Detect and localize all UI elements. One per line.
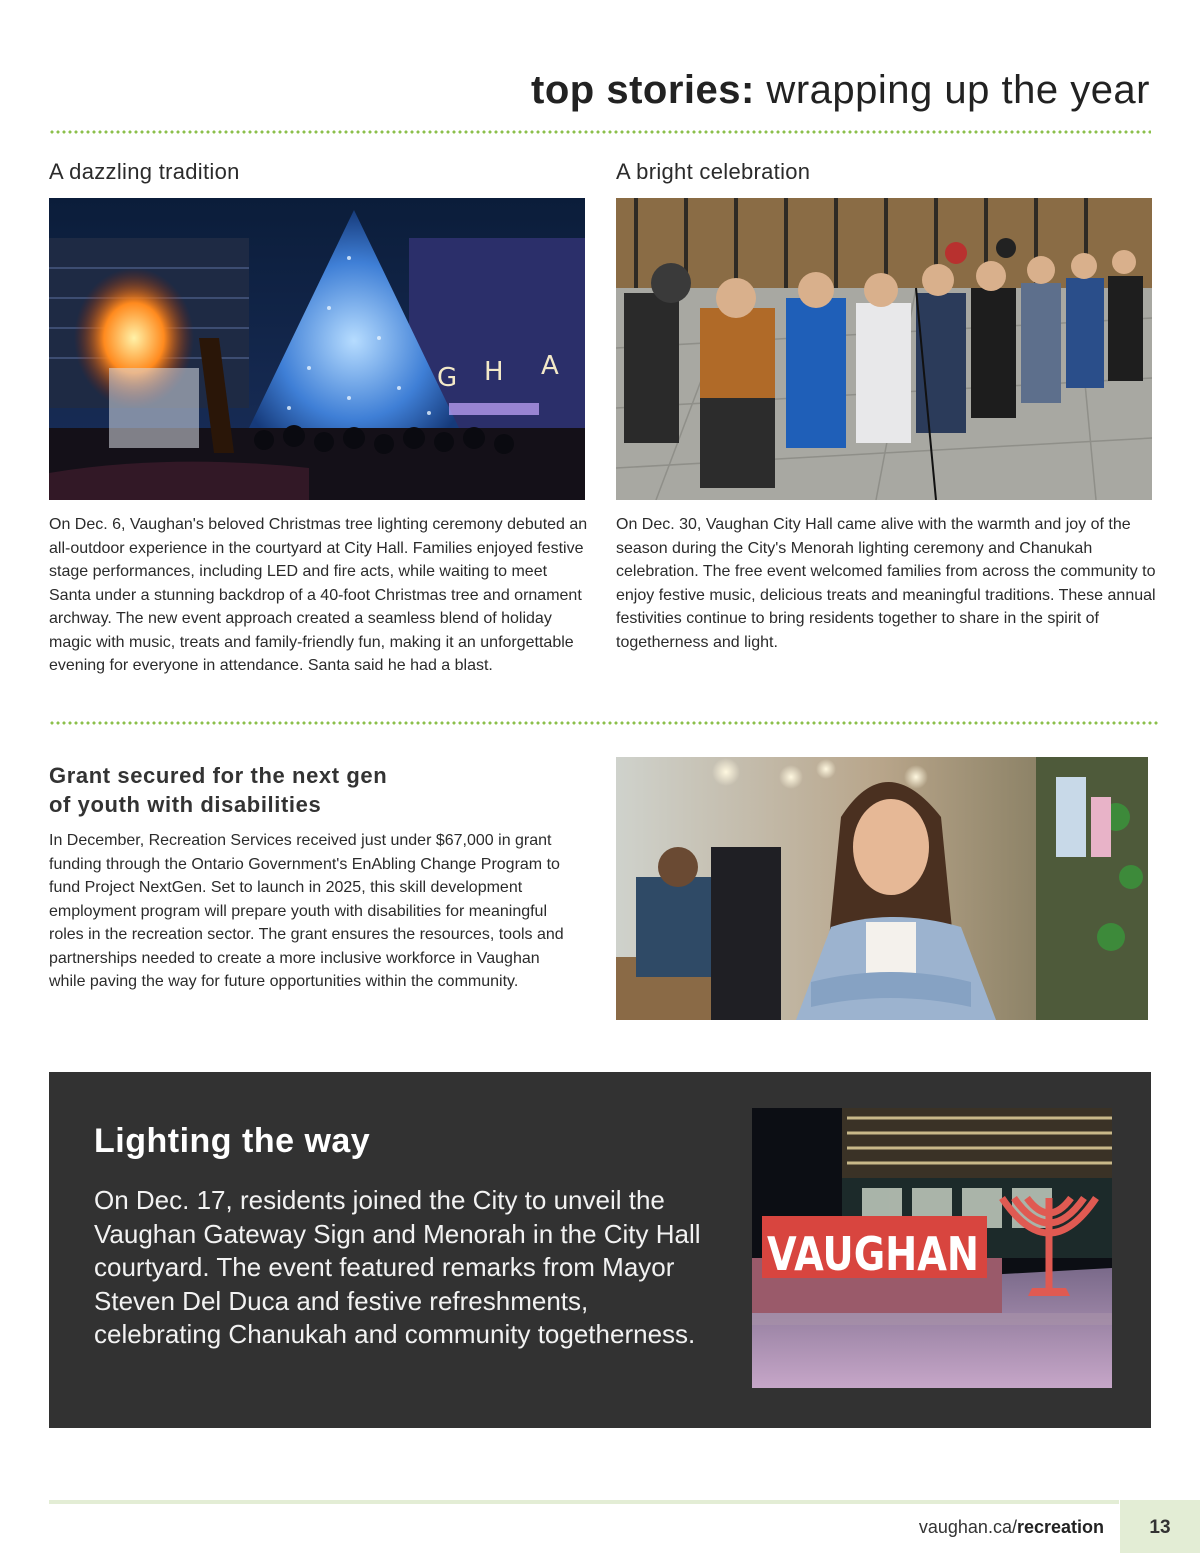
choir-photo: [616, 198, 1152, 500]
page-number: 13: [1149, 1517, 1171, 1538]
feature-body: On Dec. 17, residents joined the City to unveil the Vaughan Gateway Sign and Menorah in the City Hall courtyard. The event featured remarks from Mayor Steven Del Duca and festive refreshments, celebrating Chanukah and community togetherness.: [94, 1185, 701, 1349]
page-title-bold: top stories:: [531, 68, 755, 112]
gateway-sign-photo: [752, 1108, 1112, 1388]
tree-photo-letter: G: [437, 363, 458, 393]
footer-rule: [49, 1500, 1119, 1504]
story-right-body: On Dec. 30, Vaughan City Hall came alive with the warmth and joy of the season during the City's Menorah lighting ceremony and Chanukah celebration. The free event welcomed families from across the community to enjoy festive music, delicious treats and meaningful traditions. These annual festivities continue to bring residents together to share in the spirit of togetherness and light.: [616, 516, 1156, 651]
tree-photo-letter: A: [541, 351, 559, 381]
header-dotted-divider: [49, 130, 1151, 134]
lighting-the-way-panel: [49, 1072, 1151, 1428]
grant-body: In December, Recreation Services received just under $67,000 in grant funding through the Ontario Government's EnAbling Change Program to fund Project NextGen. Set to launch in 2025, this skill development employment program will prepare youth with disabilities for meaningful roles in the recreation sector. The grant ensures the resources, tools and partnerships needed to create a more inclusive workforce in Vaughan while paving the way for future opportunities within the community.: [49, 832, 564, 990]
christmas-tree-photo: [49, 198, 585, 500]
story-right-heading: A bright celebration: [616, 159, 811, 184]
footer-url-path[interactable]: recreation: [1016, 1517, 1104, 1537]
page-title-rest: wrapping up the year: [754, 68, 1150, 112]
grant-heading: [49, 761, 549, 819]
page-title: [531, 68, 1150, 113]
gateway-sign-text: VAUGHAN: [767, 1227, 979, 1281]
grant-heading-line2: of youth with disabilities: [49, 792, 322, 817]
feature-title: Lighting the way: [94, 1122, 371, 1160]
story-left-body: On Dec. 6, Vaughan's beloved Christmas tree lighting ceremony debuted an all-outdoor experience in the courtyard at City Hall. Families enjoyed festive stage performances, including LED and fire acts, while waiting to meet Santa under a stunning backdrop of a 40-foot Christmas tree and ornament archway. The new event approach created a seamless blend of holiday magic with music, treats and family-friendly fun, making it an unforgettable evening for everyone in attendance. Santa said he had a blast.: [49, 516, 588, 674]
tree-photo-letter: H: [484, 357, 504, 387]
footer-website[interactable]: [919, 1517, 1104, 1538]
story-left-heading: A dazzling tradition: [49, 159, 240, 184]
grant-heading-line1: Grant secured for the next gen: [49, 763, 388, 788]
page-number-box: [1120, 1500, 1200, 1553]
footer-url-domain[interactable]: vaughan.ca/: [918, 1517, 1017, 1537]
youth-portrait-photo: [616, 757, 1148, 1020]
middle-dotted-divider: [49, 721, 1159, 725]
